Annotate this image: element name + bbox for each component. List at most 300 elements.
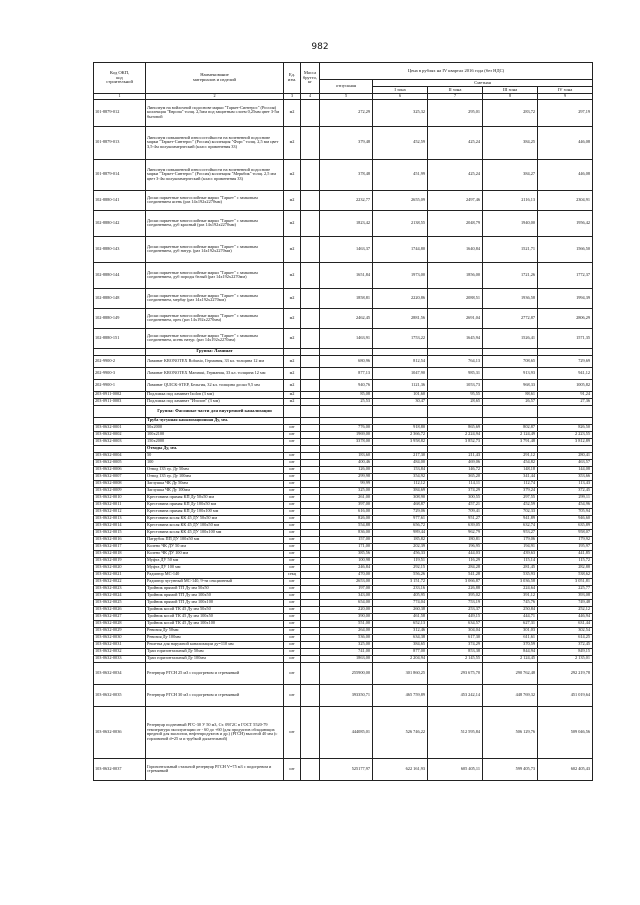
- header-name: Наименование материалов и изделий: [146, 63, 284, 94]
- empty-cell: [320, 417, 373, 424]
- item-unit: шт: [284, 452, 301, 459]
- item-name: Доски паркетные многослойные марки "Таркет" с замковым соединением, дуб породы белый (раз 14х192х2270мм): [146, 262, 284, 288]
- release-price: 1651,84: [320, 262, 373, 288]
- item-code: 101-8879-014: [94, 159, 146, 190]
- zone-2-price: 865,69: [428, 424, 483, 431]
- item-code: 103-0632-0005: [94, 459, 146, 466]
- zone-2-price: 1053,73: [428, 379, 483, 391]
- item-code: 103-0632-0034: [94, 662, 146, 684]
- item-mass: [301, 431, 320, 438]
- zone-4-price: 826,50: [538, 424, 593, 431]
- item-name: Линолеум повышенной износостойкости на вспененной подоснове марки "Таркет-Синтерос" (Россия) коллекция "Меркбик" толщ. 2,5 мм цвет 3-4м полукоммерческий (класс применения 33): [146, 159, 284, 190]
- column-index: 2: [146, 94, 284, 100]
- item-name: Доски паркетные многослойные марки "Таркет" с замковым соединением, дуб красный (раз 14х192х2270мм): [146, 210, 284, 236]
- item-name: Трап горизонтальный Ду 50мм: [146, 648, 284, 655]
- zone-2-price: 226,88: [428, 585, 483, 592]
- empty-cell: [538, 348, 593, 355]
- zone-4-price: 113,43: [538, 480, 593, 487]
- zone-3-price: 2 124,49: [483, 431, 538, 438]
- zone-2-price: 512 595,84: [428, 706, 483, 758]
- zone-3-price: 384,27: [483, 159, 538, 190]
- table-row: [94, 613, 593, 620]
- item-mass: [301, 424, 320, 431]
- item-unit: секц: [284, 571, 301, 578]
- release-price: 836,00: [320, 529, 373, 536]
- empty-cell: [428, 405, 483, 417]
- item-code: 103-0632-0007: [94, 473, 146, 480]
- empty-cell: [94, 348, 146, 355]
- header-zone-2: II зона: [428, 87, 483, 94]
- item-name: Заглушка ЧК Ду 50мм: [146, 480, 284, 487]
- zone-2-price: 453 242,14: [428, 684, 483, 706]
- item-name: Тройник косой ТК 45 Ду мм 100х50: [146, 613, 284, 620]
- group-title: Группа: Ламинат: [146, 348, 284, 355]
- zone-4-price: 729,69: [538, 355, 593, 367]
- item-mass: [301, 592, 320, 599]
- release-price: 390,00: [320, 613, 373, 620]
- zone-1-price: 526 746,22: [373, 706, 428, 758]
- empty-cell: [483, 417, 538, 424]
- table-row: [94, 236, 593, 262]
- item-unit: м2: [284, 355, 301, 367]
- zone-1-price: 405,95: [373, 592, 428, 599]
- zone-3-price: 844,94: [483, 648, 538, 655]
- item-unit: м2: [284, 126, 301, 159]
- empty-cell: [94, 445, 146, 452]
- zone-2-price: 457,21: [428, 501, 483, 508]
- item-unit: шт: [284, 431, 301, 438]
- release-price: 470,00: [320, 571, 373, 578]
- header-price-title: Цена в рублях на IV квартал 2016 года (без НДС): [320, 63, 593, 80]
- zone-4-price: 602 405,43: [538, 758, 593, 780]
- zone-4-price: 372,45: [538, 641, 593, 648]
- header-estimate-price: Сметная: [373, 80, 593, 87]
- empty-cell: [284, 405, 301, 417]
- item-unit: шт: [284, 655, 301, 662]
- zone-3-price: 708,65: [483, 355, 538, 367]
- item-mass: [301, 452, 320, 459]
- zone-3-price: 291,12: [483, 452, 538, 459]
- zone-2-price: 425,24: [428, 126, 483, 159]
- item-code: 103-0632-0002: [94, 431, 146, 438]
- zone-1-price: 260,38: [373, 606, 428, 613]
- item-mass: [301, 585, 320, 592]
- table-row: [94, 452, 593, 459]
- item-code: 103-0632-0017: [94, 543, 146, 550]
- zone-4-price: 280,41: [538, 452, 593, 459]
- zone-3-price: 391,12: [483, 592, 538, 599]
- item-unit: м2: [284, 328, 301, 348]
- zone-3-price: 3 791,48: [483, 438, 538, 445]
- empty-cell: [94, 417, 146, 424]
- table-row: [94, 564, 593, 571]
- zone-2-price: 605 405,11: [428, 758, 483, 780]
- zone-3-price: 702,33: [483, 508, 538, 515]
- item-code: 103-0632-0019: [94, 557, 146, 564]
- zone-1-price: 3 151,72: [373, 578, 428, 585]
- item-unit: шт: [284, 758, 301, 780]
- zone-1-price: 652,13: [373, 620, 428, 627]
- item-unit: шт: [284, 606, 301, 613]
- table-row: [94, 398, 593, 405]
- release-price: 444085,01: [320, 706, 373, 758]
- release-price: 741,00: [320, 648, 373, 655]
- zone-4-price: 144,08: [538, 466, 593, 473]
- zone-1-price: 1121,36: [373, 379, 428, 391]
- item-code: 101-8879-012: [94, 99, 146, 126]
- zone-4-price: 282,88: [538, 564, 593, 571]
- zone-4-price: 1994,39: [538, 288, 593, 308]
- release-price: 1858,81: [320, 288, 373, 308]
- item-unit: м2: [284, 210, 301, 236]
- column-index: 6: [373, 94, 428, 100]
- table-row: [94, 190, 593, 210]
- item-code: 103-0632-0008: [94, 480, 146, 487]
- zone-1-price: 451,99: [373, 159, 428, 190]
- table-row: [94, 487, 593, 494]
- zone-2-price: 284,28: [428, 564, 483, 571]
- zone-3-price: 444,71: [483, 613, 538, 620]
- release-price: 183,60: [320, 452, 373, 459]
- item-code: 103-0632-0029: [94, 627, 146, 634]
- item-name: Патрубок ПП ДУ 100х50 мм: [146, 536, 284, 543]
- column-index: 5: [320, 94, 373, 100]
- item-name: Ревизия Ду 100мм: [146, 634, 284, 641]
- zone-4-price: 393,08: [538, 592, 593, 599]
- item-name: Ревизия Ду 50мм: [146, 627, 284, 634]
- item-mass: [301, 288, 320, 308]
- item-mass: [301, 308, 320, 328]
- item-code: 103-0632-0015: [94, 529, 146, 536]
- item-name: Ламинат KRONOTEX Robusto, Германия, 33 кл. толщина 12 мм: [146, 355, 284, 367]
- item-name: Крестовина прямая КП Ду 50х50 мм: [146, 494, 284, 501]
- item-unit: м2: [284, 288, 301, 308]
- table-row: [94, 592, 593, 599]
- item-mass: [301, 606, 320, 613]
- item-unit: шт: [284, 564, 301, 571]
- release-price: 536,00: [320, 634, 373, 641]
- item-mass: [301, 536, 320, 543]
- zone-1-price: 1753,22: [373, 328, 428, 348]
- item-unit: шт: [284, 662, 301, 684]
- release-price: 385,56: [320, 550, 373, 557]
- item-unit: шт: [284, 501, 301, 508]
- table-row: [94, 508, 593, 515]
- header-release-price: отпускная: [320, 80, 373, 94]
- item-unit: м2: [284, 99, 301, 126]
- zone-3-price: 953,27: [483, 529, 538, 536]
- zone-4-price: 2304,91: [538, 190, 593, 210]
- item-mass: [301, 599, 320, 606]
- zone-2-price: 951,27: [428, 515, 483, 522]
- table-row: [94, 328, 593, 348]
- zone-3-price: 250,84: [483, 606, 538, 613]
- item-code: 103-0632-0030: [94, 634, 146, 641]
- empty-cell: [538, 445, 593, 452]
- item-unit: шт: [284, 543, 301, 550]
- release-price: 2232,77: [320, 190, 373, 210]
- release-price: 2653,00: [320, 578, 373, 585]
- item-code: 103-0632-0009: [94, 487, 146, 494]
- zone-1-price: 1744,80: [373, 236, 428, 262]
- zone-4-price: 614,25: [538, 634, 593, 641]
- item-name: Линолеум повышенной износостойкости на вспененной подоснове марки "Таркет-Синтерос" (Россия) коллекция "Форс" толщ. 2,5 мм цвет 3,5-4м полукоммерческий (класс применения 33): [146, 126, 284, 159]
- item-unit: шт: [284, 684, 301, 706]
- item-mass: [301, 355, 320, 367]
- table-row: [94, 606, 593, 613]
- release-price: 525177,97: [320, 758, 373, 780]
- zone-2-price: 116,29: [428, 557, 483, 564]
- release-price: 264,00: [320, 627, 373, 634]
- zone-2-price: 764,13: [428, 355, 483, 367]
- table-row: [94, 641, 593, 648]
- zone-2-price: 1645,94: [428, 328, 483, 348]
- zone-2-price: 2088,51: [428, 288, 483, 308]
- item-unit: м2: [284, 262, 301, 288]
- zone-2-price: 1640,84: [428, 236, 483, 262]
- item-name: 100: [146, 459, 284, 466]
- release-price: 1463,91: [320, 328, 373, 348]
- item-mass: [301, 571, 320, 578]
- empty-cell: [320, 445, 373, 452]
- header-unit: Ед. изм.: [284, 63, 301, 94]
- zone-1-price: 2138,55: [373, 210, 428, 236]
- zone-4-price: 115,72: [538, 557, 593, 564]
- release-price: 85,08: [320, 391, 373, 398]
- item-unit: м2: [284, 190, 301, 210]
- item-mass: [301, 655, 320, 662]
- zone-2-price: 449,15: [428, 613, 483, 620]
- release-price: 255900,00: [320, 662, 373, 684]
- item-code: 103-0632-0025: [94, 599, 146, 606]
- zone-3-price: 370,59: [483, 641, 538, 648]
- item-unit: шт: [284, 613, 301, 620]
- item-code: 103-0632-0012: [94, 508, 146, 515]
- zone-3-price: 2116,13: [483, 190, 538, 210]
- item-mass: [301, 515, 320, 522]
- item-mass: [301, 758, 320, 780]
- zone-1-price: 2 366,72: [373, 431, 428, 438]
- zone-1-price: 918,80: [373, 424, 428, 431]
- zone-3-price: 301,03: [483, 627, 538, 634]
- item-code: 103-0632-0010: [94, 494, 146, 501]
- item-mass: [301, 648, 320, 655]
- zone-1-price: 977,61: [373, 515, 428, 522]
- zone-3-price: 506 129,76: [483, 706, 538, 758]
- zone-3-price: 112,74: [483, 480, 538, 487]
- zone-2-price: 146,72: [428, 466, 483, 473]
- empty-cell: [320, 348, 373, 355]
- zone-4-price: 3 051,81: [538, 578, 593, 585]
- column-index: 8: [483, 94, 538, 100]
- item-name: Линолеум на войлочной подоснове марки "Таркет-Синтерос" (Россия) коллекция "Европа" толщ. 2,5мм под защитным слоем 0,25мм цвет 3-5м бытовой: [146, 99, 284, 126]
- zone-2-price: 374,29: [428, 487, 483, 494]
- zone-4-price: 849,15: [538, 648, 593, 655]
- item-unit: шт: [284, 459, 301, 466]
- item-mass: [301, 557, 320, 564]
- item-unit: шт: [284, 599, 301, 606]
- item-mass: [301, 494, 320, 501]
- zone-1-price: 461,58: [373, 613, 428, 620]
- item-code: 102-8880-142: [94, 210, 146, 236]
- zone-1-price: 3 958,82: [373, 438, 428, 445]
- item-name: Крестовина косая КК 45 ДУ 50х50 мм: [146, 515, 284, 522]
- release-price: 220,00: [320, 606, 373, 613]
- item-mass: [301, 613, 320, 620]
- table-row: [94, 210, 593, 236]
- item-code: 103-0632-0027: [94, 613, 146, 620]
- zone-2-price: 304,04: [428, 627, 483, 634]
- table-row: [94, 522, 593, 529]
- zone-3-price: 627,31: [483, 620, 538, 627]
- empty-cell: [284, 348, 301, 355]
- empty-cell: [301, 405, 320, 417]
- item-name: Колено ЧК ДУ 100 мм: [146, 550, 284, 557]
- item-name: Крестовина прямая КП Ду 100х100 мм: [146, 508, 284, 515]
- zone-1-price: 384,69: [373, 487, 428, 494]
- release-price: 554,88: [320, 522, 373, 529]
- release-price: 197,00: [320, 585, 373, 592]
- item-unit: м2: [284, 159, 301, 190]
- item-name: Крестовина косая КК 45 ДУ 100х100 мм: [146, 529, 284, 536]
- item-unit: шт: [284, 536, 301, 543]
- table-row: [94, 571, 593, 578]
- zone-2-price: 180,81: [428, 536, 483, 543]
- zone-3-price: 439,63: [483, 550, 538, 557]
- zone-1-price: 2655,09: [373, 190, 428, 210]
- release-price: 325,00: [320, 487, 373, 494]
- subgroup-title: Труба чугунная канализационная Ду, мм.: [146, 417, 284, 424]
- item-unit: шт: [284, 515, 301, 522]
- zone-1-price: 989,44: [373, 529, 428, 536]
- release-price: 616,00: [320, 508, 373, 515]
- zone-1-price: 112,12: [373, 480, 428, 487]
- table-row: [94, 706, 593, 758]
- zone-2-price: 2048,79: [428, 210, 483, 236]
- zone-4-price: 509 046,56: [538, 706, 593, 758]
- zone-3-price: 448 769,32: [483, 684, 538, 706]
- item-code: 103-0632-0037: [94, 758, 146, 780]
- release-price: 99,99: [320, 480, 373, 487]
- zone-4-price: 2806,29: [538, 308, 593, 328]
- item-name: 100х2100: [146, 431, 284, 438]
- item-mass: [301, 391, 320, 398]
- zone-4-price: 941,12: [538, 367, 593, 379]
- item-unit: шт: [284, 634, 301, 641]
- group-header-row: [94, 348, 593, 355]
- group-header-row: [94, 405, 593, 417]
- table-row: [94, 159, 593, 190]
- subgroup-title: Отводы Ду, мм.: [146, 445, 284, 452]
- table-row: [94, 529, 593, 536]
- zone-2-price: 3 852,73: [428, 438, 483, 445]
- item-unit: шт: [284, 473, 301, 480]
- item-code: 103-0632-0020: [94, 564, 146, 571]
- item-mass: [301, 236, 320, 262]
- zone-3-price: 379,24: [483, 487, 538, 494]
- empty-cell: [428, 445, 483, 452]
- zone-1-price: 312,46: [373, 627, 428, 634]
- release-price: 776,00: [320, 424, 373, 431]
- empty-cell: [428, 348, 483, 355]
- zone-4-price: 353,66: [538, 473, 593, 480]
- item-code: 103-0632-0031: [94, 641, 146, 648]
- zone-4-price: 302,54: [538, 627, 593, 634]
- zone-4-price: 179,92: [538, 536, 593, 543]
- zone-2-price: 2691,04: [428, 308, 483, 328]
- item-name: Доски паркетные многослойные марки "Таркет" с замковым соединением, ясень натур. (раз 14х192х2270мм): [146, 328, 284, 348]
- empty-cell: [284, 417, 301, 424]
- empty-cell: [538, 405, 593, 417]
- zone-4-price: 3 812,89: [538, 438, 593, 445]
- item-unit: шт: [284, 424, 301, 431]
- empty-cell: [373, 417, 428, 424]
- item-mass: [301, 262, 320, 288]
- zone-1-price: 185,82: [373, 536, 428, 543]
- item-mass: [301, 627, 320, 634]
- zone-1-price: 301 860,25: [373, 662, 428, 684]
- item-mass: [301, 529, 320, 536]
- table-row: [94, 655, 593, 662]
- item-mass: [301, 190, 320, 210]
- release-price: 343,00: [320, 592, 373, 599]
- item-code: 103-0632-0014: [94, 522, 146, 529]
- item-mass: [301, 480, 320, 487]
- group-title: Группа: Фасонные части для внутренней канализации: [146, 405, 284, 417]
- zone-4-price: 441,85: [538, 550, 593, 557]
- table-row: [94, 634, 593, 641]
- subgroup-header-row: [94, 417, 593, 424]
- item-unit: шт: [284, 641, 301, 648]
- column-index: 1: [94, 94, 146, 100]
- zone-2-price: 196,95: [428, 543, 483, 550]
- header-zone-1: I зона: [373, 87, 428, 94]
- zone-3-price: 941,89: [483, 515, 538, 522]
- column-index: 9: [538, 94, 593, 100]
- item-unit: шт: [284, 557, 301, 564]
- zone-2-price: 2497,46: [428, 190, 483, 210]
- empty-cell: [538, 417, 593, 424]
- table-row: [94, 662, 593, 684]
- release-price: 877,13: [320, 367, 373, 379]
- subgroup-header-row: [94, 445, 593, 452]
- zone-3-price: 599 405,73: [483, 758, 538, 780]
- item-unit: м2: [284, 236, 301, 262]
- zone-2-price: 300,55: [428, 494, 483, 501]
- zone-1-price: 1047,90: [373, 367, 428, 379]
- item-name: Подложка под ламинат "Изолон" (3 мм): [146, 398, 284, 405]
- item-code: 103-0632-0016: [94, 536, 146, 543]
- item-unit: шт: [284, 466, 301, 473]
- zone-1-price: 622 161,93: [373, 758, 428, 780]
- item-code: 103-0632-0003: [94, 438, 146, 445]
- zone-3-price: 1940,00: [483, 210, 538, 236]
- item-mass: [301, 159, 320, 190]
- zone-3-price: 341,44: [483, 473, 538, 480]
- item-name: Муфта ДУ 100 мм: [146, 564, 284, 571]
- zone-1-price: 101,60: [373, 391, 428, 398]
- item-name: Решетка для наружной канализации ду=110 мм: [146, 641, 284, 648]
- table-row: [94, 288, 593, 308]
- zone-3-price: 454,82: [483, 459, 538, 466]
- item-mass: [301, 379, 320, 391]
- item-name: Отвод 135 гр. Ду 50мм: [146, 466, 284, 473]
- table-row: [94, 620, 593, 627]
- item-unit: м2: [284, 379, 301, 391]
- release-price: 400,46: [320, 459, 373, 466]
- item-mass: [301, 634, 320, 641]
- item-code: 103-0632-0001: [94, 424, 146, 431]
